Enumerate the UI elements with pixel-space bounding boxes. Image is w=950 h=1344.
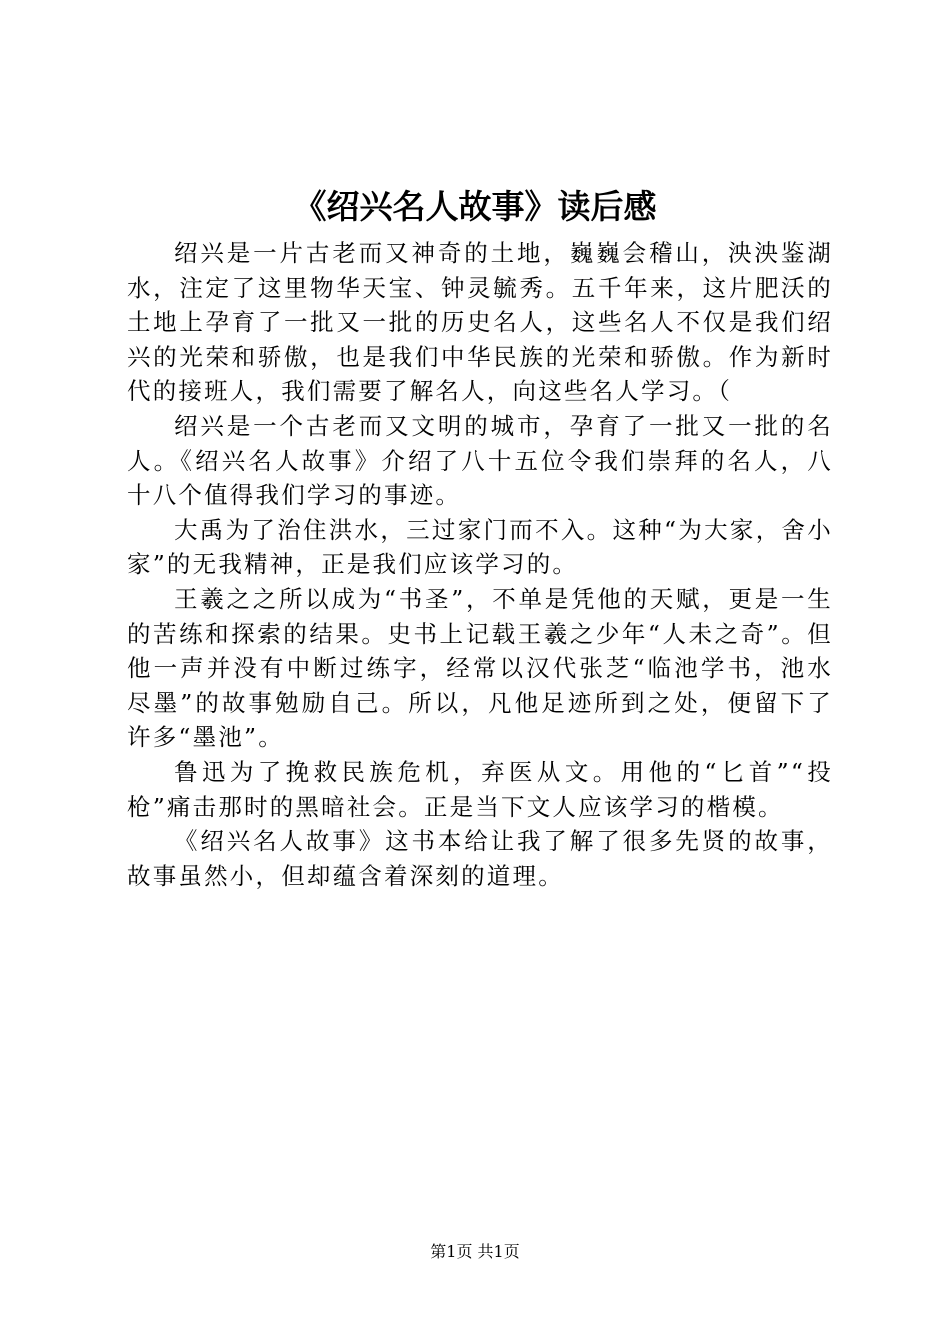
paragraph-3: 大禹为了治住洪水，三过家门而不入。这种“为大家，舍小家”的无我精神，正是我们应该学习的。	[127, 515, 833, 579]
paragraph-4: 王羲之之所以成为“书圣”，不单是凭他的天赋，更是一生的苦练和探索的结果。史书上记载王羲之少年“人未之奇”。但他一声并没有中断过练字，经常以汉代张芝“临池学书，池水尽墨”的故事勉励自己。所以，凡他足迹所到之处，便留下了许多“墨池”。	[127, 584, 833, 752]
paragraph-6: 《绍兴名人故事》这书本给让我了解了很多先贤的故事，故事虽然小，但却蕴含着深刻的道理。	[127, 827, 833, 890]
document-title: 《绍兴名人故事》读后感	[293, 187, 657, 226]
paragraph-2: 绍兴是一个古老而又文明的城市，孕育了一批又一批的名人。《绍兴名人故事》介绍了八十五位令我们崇拜的名人，八十八个值得我们学习的事迹。	[127, 411, 833, 510]
paragraph-5: 鲁迅为了挽救民族危机，弃医从文。用他的“匕首”“投枪”痛击那时的黑暗社会。正是当下文人应该学习的楷模。	[127, 757, 833, 821]
document-body	[127, 236, 833, 893]
paragraph-1: 绍兴是一片古老而又神奇的土地，巍巍会稽山，泱泱鉴湖水，注定了这里物华天宝、钟灵毓秀。五千年来，这片肥沃的土地上孕育了一批又一批的历史名人，这些名人不仅是我们绍兴的光荣和骄傲，也是我们中华民族的光荣和骄傲。作为新时代的接班人，我们需要了解名人，向这些名人学习。（	[127, 239, 833, 406]
page-footer: 第1页 共1页	[430, 1242, 520, 1261]
